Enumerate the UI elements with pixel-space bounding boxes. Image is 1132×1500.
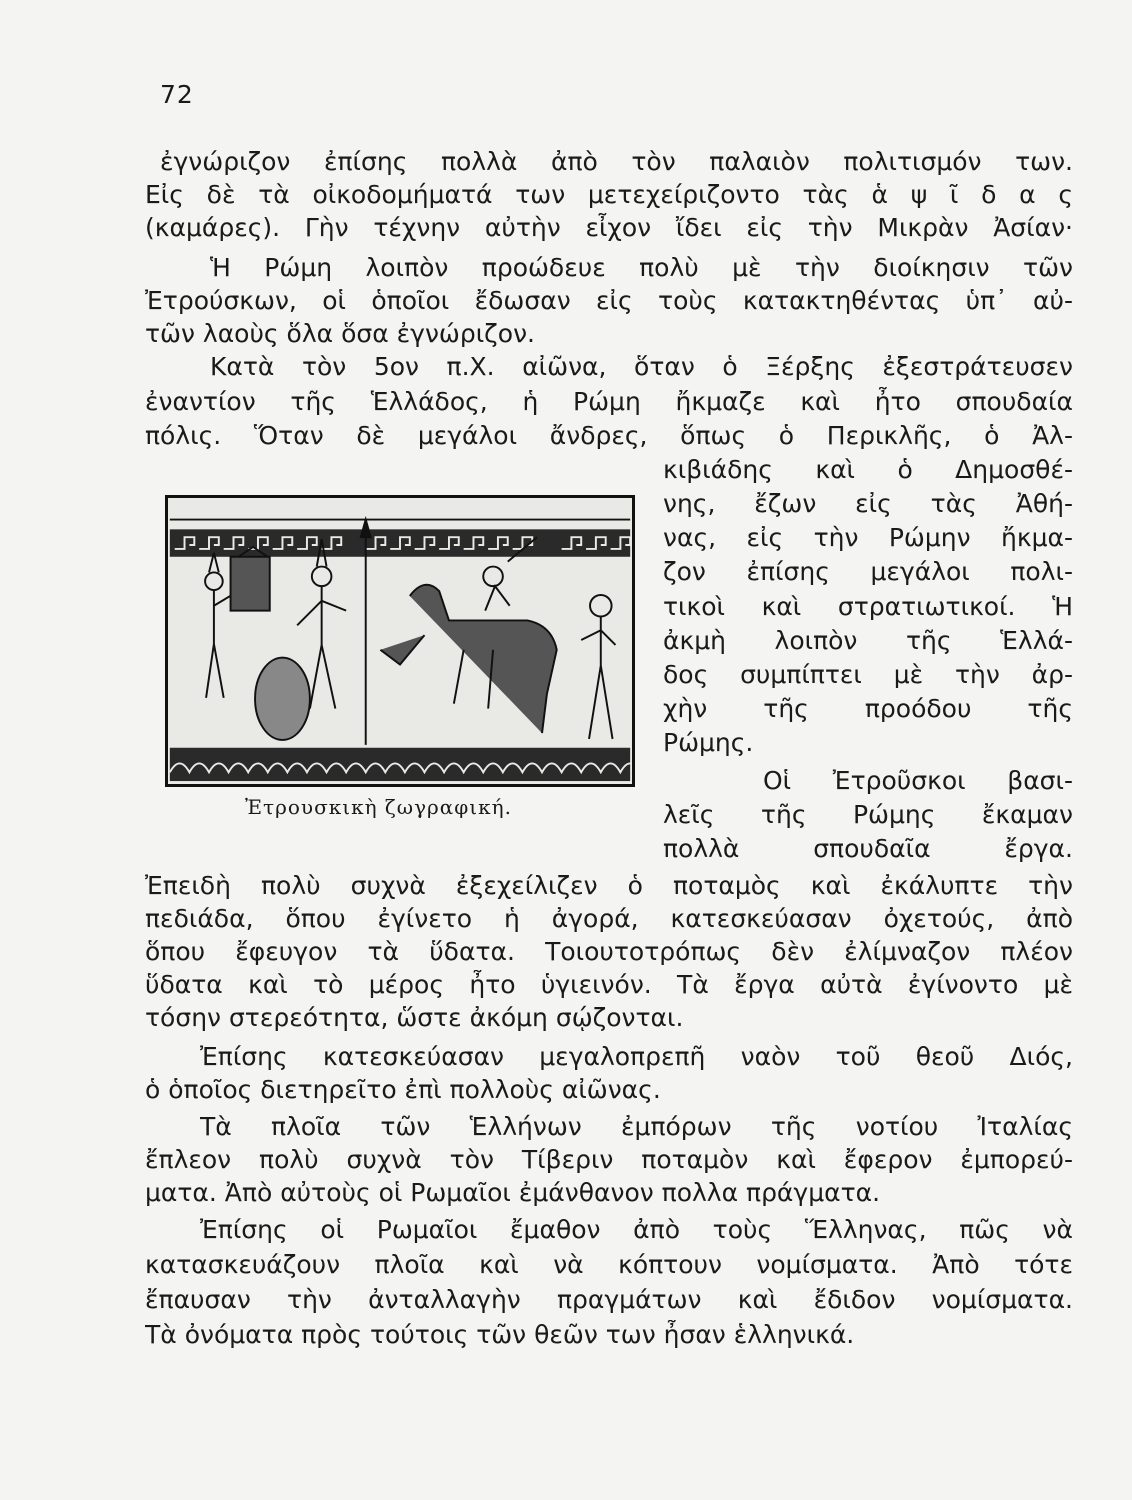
text-line: ματα. Ἀπὸ αὐτοὺς οἱ Ρωμαῖοι ἐμάνθανον πολλα πράγματα. (145, 1178, 881, 1207)
text-line: λεῖς τῆς Ρώμης ἔκαμαν (663, 800, 1073, 829)
text-line: Τὰ πλοῖα τῶν Ἑλλήνων ἐμπόρων τῆς νοτίου Ἰταλίας (200, 1112, 1073, 1141)
text-line: ἐναντίον τῆς Ἑλλάδος, ἡ Ρώμη ἤκμαζε καὶ ἦτο σπουδαία (145, 387, 1073, 416)
horse-and-rider (380, 537, 556, 733)
text-line: Ἐπειδὴ πολὺ συχνὰ ἐξεχείλιζεν ὁ ποταμὸς καὶ ἐκάλυπτε τὴν (145, 871, 1073, 900)
text-line: Εἰς δὲ τὰ οἰκοδομήματά των μετεχείριζοντο τὰς ἁ ψ ῖ δ α ς (145, 180, 1073, 209)
text-line: Ρώμης. (663, 728, 754, 757)
text-line: ὅπου ἔφευγον τὰ ὕδατα. Τοιουτοτρόπως δὲν ἐλίμναζον πλέον (145, 937, 1073, 966)
text-line: ἔπαυσαν τὴν ἀνταλλαγὴν πραγμάτων καὶ ἔδιδον νομίσματα. (145, 1285, 1073, 1314)
text-line: Τὰ ὀνόματα πρὸς τούτοις τῶν θεῶν των ἦσαν ἑλληνικά. (145, 1320, 855, 1349)
text-line: ὕδατα καὶ τὸ μέρος ἦτο ὑγιεινόν. Τὰ ἔργα αὐτὰ ἐγίνοντο μὲ (145, 970, 1073, 999)
text-line: ζον ἐπίσης μεγάλοι πολι- (663, 557, 1073, 586)
text-line: Ἐπίσης οἱ Ρωμαῖοι ἔμαθον ἀπὸ τοὺς Ἕλληνας, πῶς νὰ (200, 1215, 1073, 1244)
text-line: ἔπλεον πολὺ συχνὰ τὸν Τίβεριν ποταμὸν καὶ ἔφερον ἐμπορεύ- (145, 1145, 1073, 1174)
page-number: 72 (160, 80, 194, 109)
etruscan-painting-figure (165, 495, 635, 787)
text-line: τῶν λαοὺς ὅλα ὅσα ἐγνώριζον. (145, 319, 535, 348)
text-line: τικοὶ καὶ στρατιωτικοί. Ἡ (663, 592, 1073, 621)
figure-caption: Ἐτρουσκικὴ ζωγραφική. (245, 795, 512, 819)
text-line: νης, ἔζων εἰς τὰς Ἀθή- (663, 489, 1073, 518)
text-line: κατασκευάζουν πλοῖα καὶ νὰ κόπτουν νομίσματα. Ἀπὸ τότε (145, 1250, 1073, 1279)
figure-right (581, 595, 615, 739)
text-line: Ἐτρούσκων, οἱ ὁποῖοι ἔδωσαν εἰς τοὺς κατακτηθέντας ὑπ᾿ αὐ- (145, 286, 1073, 315)
text-line: Ἡ Ρώμη λοιπὸν προώδευε πολὺ μὲ τὴν διοίκησιν τῶν (210, 253, 1073, 282)
text-line: πολλὰ σπουδαῖα ἔργα. (663, 834, 1073, 863)
text-line: ἀκμὴ λοιπὸν τῆς Ἑλλά- (663, 626, 1073, 655)
text-line: (καμάρες). Γὴν τέχνην αὐτὴν εἶχον ἴδει εἰς τὴν Μικρὰν Ἀσίαν· (145, 213, 1073, 242)
text-line: ἐγνώριζον ἐπίσης πολλὰ ἀπὸ τὸν παλαιὸν πολιτισμόν των. (160, 147, 1073, 176)
text-line: Ἐπίσης κατεσκεύασαν μεγαλοπρεπῆ ναὸν τοῦ θεοῦ Διός, (200, 1042, 1073, 1071)
text-line: πεδιάδα, ὅπου ἐγίνετο ἡ ἀγορά, κατεσκεύασαν ὀχετούς, ἀπὸ (145, 904, 1073, 933)
text-line: δος συμπίπτει μὲ τὴν ἀρ- (663, 660, 1073, 689)
text-line: ὁ ὁποῖος διετηρεῖτο ἐπὶ πολλοὺς αἰῶνας. (145, 1075, 661, 1104)
text-line: Κατὰ τὸν 5ον π.Χ. αἰῶνα, ὅταν ὁ Ξέρξης ἐξεστράτευσεν (210, 352, 1073, 381)
text-line: Οἱ Ἐτροῦσκοι βασι- (763, 766, 1073, 795)
text-line: τόσην στερεότητα, ὥστε ἀκόμη σῴζονται. (145, 1003, 684, 1032)
text-line: χὴν τῆς προόδου τῆς (663, 694, 1073, 723)
text-line: νας, εἰς τὴν Ρώμην ἤκμα- (663, 523, 1073, 552)
text-line: κιβιάδης καὶ ὁ Δημοσθέ- (663, 455, 1073, 484)
text-line: πόλις. Ὅταν δὲ μεγάλοι ἄνδρες, ὅπως ὁ Περικλῆς, ὁ Ἀλ- (145, 421, 1073, 450)
